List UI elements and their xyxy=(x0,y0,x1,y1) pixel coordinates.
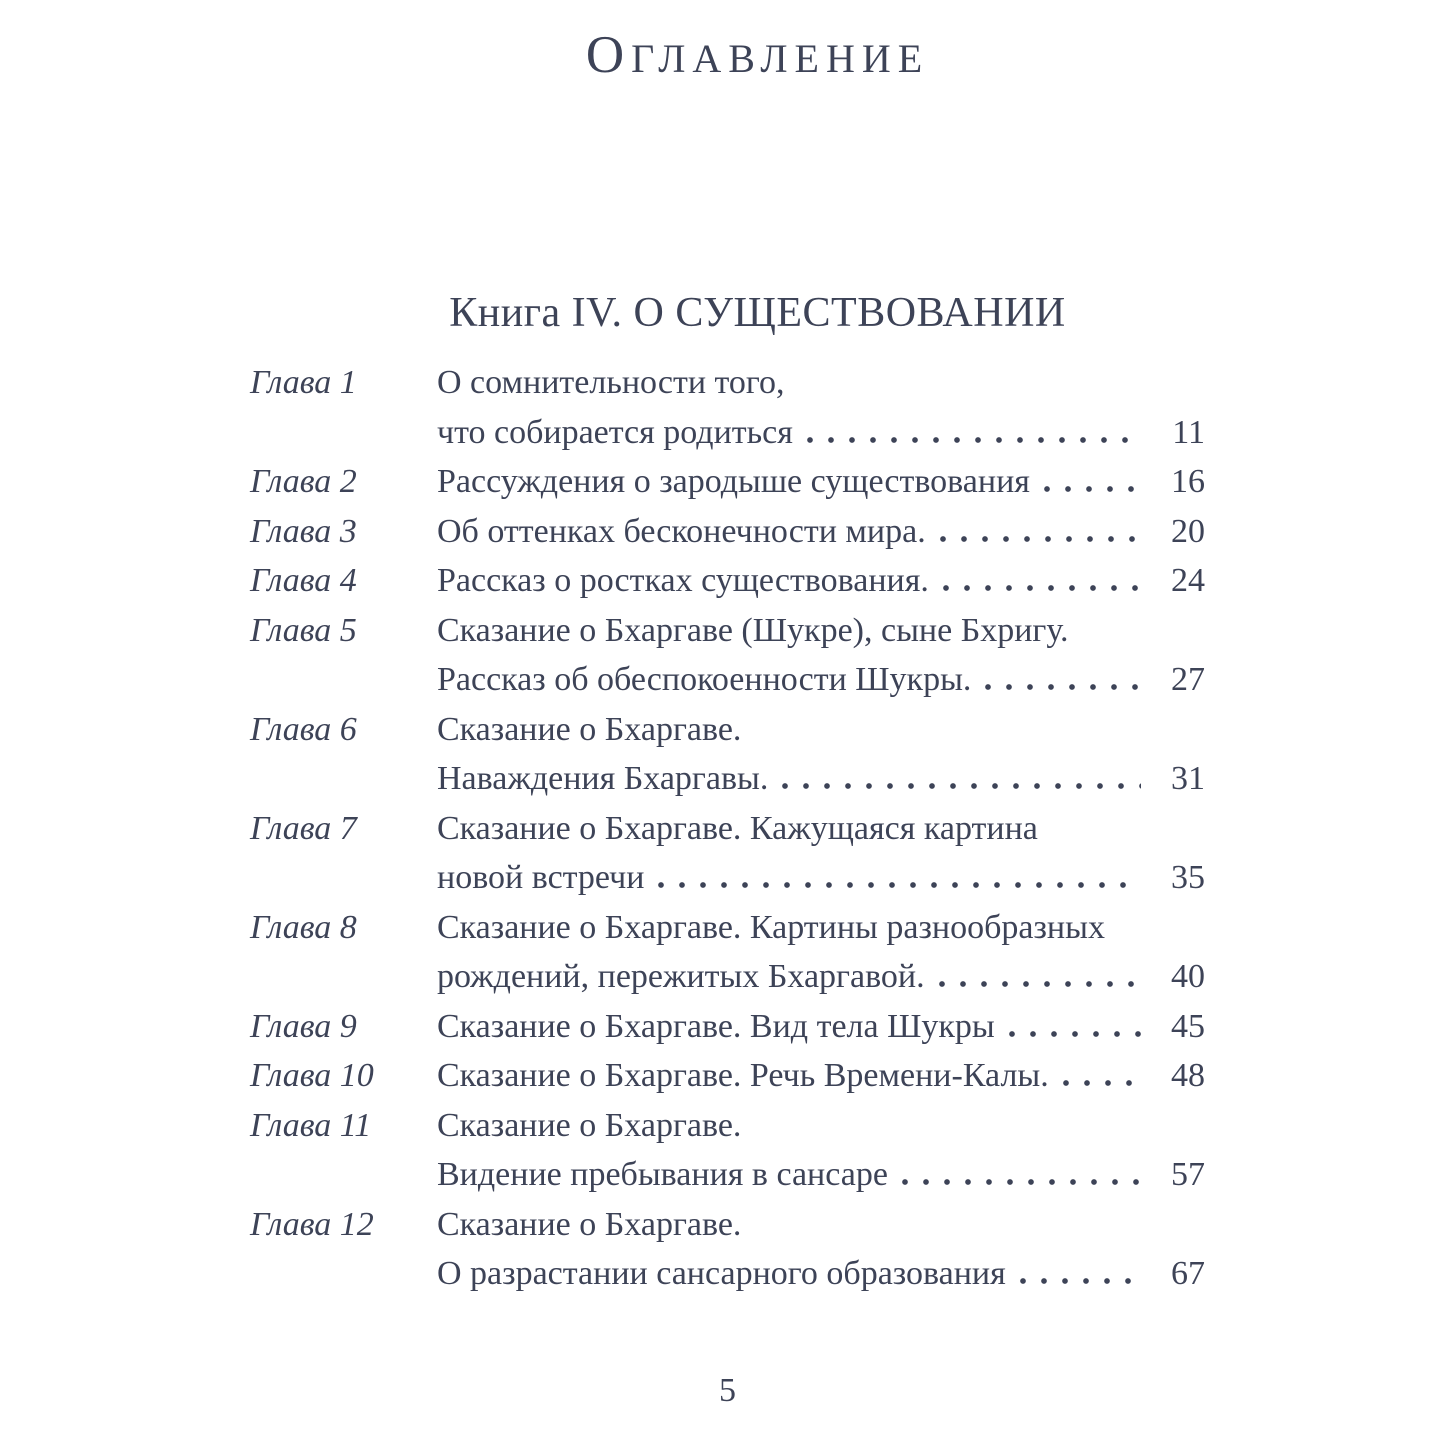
chapter-label: Глава 7 xyxy=(250,809,357,847)
toc-entry xyxy=(250,358,1205,457)
chapter-title-lines xyxy=(437,903,1205,1002)
page-number: 5 xyxy=(719,1372,736,1409)
toc-entry xyxy=(250,457,1205,507)
chapter-label: Глава 5 xyxy=(250,611,357,649)
toc-line xyxy=(437,754,1205,804)
chapter-title-lines xyxy=(437,1002,1205,1052)
toc-line xyxy=(437,408,1205,458)
toc-entry xyxy=(250,1051,1205,1101)
chapter-label: Глава 10 xyxy=(250,1057,374,1094)
chapter-label: Глава 6 xyxy=(250,710,357,748)
toc-line xyxy=(437,804,1205,854)
chapter-title-text: Видение пребывания в сансаре xyxy=(437,1156,888,1193)
chapter-title-text: рождений, пережитых Бхаргавой. xyxy=(437,958,925,995)
toc-entry xyxy=(250,1002,1205,1052)
toc-line xyxy=(437,1249,1205,1299)
page-ref: 48 xyxy=(1171,1057,1205,1094)
chapter-title-lines xyxy=(437,1200,1205,1299)
page-ref: 27 xyxy=(1171,661,1205,698)
chapter-title-text: Рассуждения о зародыше существования xyxy=(437,463,1030,500)
chapter-title-lines xyxy=(437,358,1205,457)
toc-line xyxy=(437,606,1205,656)
chapter-title-lines xyxy=(437,556,1205,606)
dot-leader xyxy=(902,1179,1141,1185)
page-ref: 24 xyxy=(1171,562,1205,599)
toc-line xyxy=(437,457,1205,507)
chapter-title-text: Сказание о Бхаргаве. xyxy=(437,710,742,748)
page-ref: 40 xyxy=(1171,958,1205,995)
toc-list xyxy=(250,358,1205,1299)
dot-leader xyxy=(1020,1278,1141,1284)
chapter-title-text: О разрастании сансарного образования xyxy=(437,1255,1006,1292)
page-ref: 16 xyxy=(1171,463,1205,500)
toc-line xyxy=(437,903,1205,953)
dot-leader xyxy=(1063,1080,1141,1086)
page-ref: 67 xyxy=(1171,1255,1205,1292)
chapter-title-text: Сказание о Бхаргаве. Картины разнообразных xyxy=(437,908,1105,946)
chapter-label: Глава 4 xyxy=(250,562,357,599)
toc-line xyxy=(437,1051,1205,1101)
chapter-title-text: Рассказ об обеспокоенности Шукры. xyxy=(437,661,972,698)
toc-line xyxy=(437,1200,1205,1250)
dot-leader xyxy=(782,783,1141,789)
toc-entry xyxy=(250,804,1205,903)
toc-line xyxy=(437,705,1205,755)
chapter-label: Глава 8 xyxy=(250,908,357,946)
chapter-title-lines xyxy=(437,1101,1205,1200)
toc-line xyxy=(437,853,1205,903)
chapter-label: Глава 3 xyxy=(250,512,357,550)
chapter-title-text: новой встречи xyxy=(437,859,645,896)
page-ref: 11 xyxy=(1172,413,1205,451)
chapter-title-lines xyxy=(437,507,1205,557)
toc-entry xyxy=(250,556,1205,606)
chapter-label: Глава 9 xyxy=(250,1007,357,1045)
dot-leader xyxy=(940,536,1141,542)
dot-leader xyxy=(658,882,1141,888)
chapter-title-text: Сказание о Бхаргаве. xyxy=(437,1205,742,1243)
chapter-title-lines xyxy=(437,1051,1205,1101)
chapter-title-text: Наваждения Бхаргавы. xyxy=(437,760,769,797)
chapter-title-text: Сказание о Бхаргаве. Речь Времени-Калы. xyxy=(437,1057,1049,1094)
chapter-label: Глава 2 xyxy=(250,463,357,500)
page-ref: 45 xyxy=(1171,1007,1205,1045)
toc-entry xyxy=(250,1200,1205,1299)
chapter-label: Глава 11 xyxy=(250,1106,372,1144)
dot-leader xyxy=(939,981,1141,987)
chapter-label: Глава 1 xyxy=(250,364,357,401)
page-title: ОГЛАВЛЕНИЕ xyxy=(585,26,930,84)
chapter-title-text: Сказание о Бхаргаве. Вид тела Шукры xyxy=(437,1007,995,1045)
chapter-title-text: О сомнительности того, xyxy=(437,364,785,401)
page-ref: 57 xyxy=(1171,1156,1205,1193)
dot-leader xyxy=(807,437,1141,443)
chapter-title-lines xyxy=(437,705,1205,804)
toc-entry xyxy=(250,507,1205,557)
toc-line xyxy=(437,1150,1205,1200)
dot-leader xyxy=(1009,1031,1141,1037)
book-section-title: Книга IV. О СУЩЕСТВОВАНИИ xyxy=(449,290,1066,336)
chapter-title-text: Рассказ о ростках существования. xyxy=(437,562,929,599)
chapter-title-lines xyxy=(437,606,1205,705)
toc-line xyxy=(437,655,1205,705)
toc-entry xyxy=(250,1101,1205,1200)
toc-line xyxy=(437,1101,1205,1151)
toc-entry xyxy=(250,705,1205,804)
toc-line xyxy=(437,952,1205,1002)
chapter-title-text: Сказание о Бхаргаве. xyxy=(437,1106,742,1144)
chapter-title-text: Об оттенках бесконечности мира. xyxy=(437,512,926,550)
dot-leader xyxy=(1044,486,1141,492)
page-ref: 20 xyxy=(1171,512,1205,550)
page-ref: 35 xyxy=(1171,859,1205,896)
toc-content xyxy=(250,24,1205,1299)
chapter-title-text: что собирается родиться xyxy=(437,413,793,451)
chapter-title-text: Сказание о Бхаргаве. Кажущаяся картина xyxy=(437,809,1038,847)
toc-entry xyxy=(250,606,1205,705)
toc-line xyxy=(437,556,1205,606)
toc-line xyxy=(437,1002,1205,1052)
toc-line xyxy=(437,507,1205,557)
page-ref: 31 xyxy=(1171,760,1205,797)
chapter-title-lines xyxy=(437,804,1205,903)
chapter-label: Глава 12 xyxy=(250,1205,374,1243)
dot-leader xyxy=(985,684,1141,690)
chapter-title-text: Сказание о Бхаргаве (Шукре), сыне Бхригу. xyxy=(437,611,1069,649)
toc-line xyxy=(437,358,1205,408)
toc-entry xyxy=(250,903,1205,1002)
chapter-title-lines xyxy=(437,457,1205,507)
dot-leader xyxy=(943,585,1141,591)
